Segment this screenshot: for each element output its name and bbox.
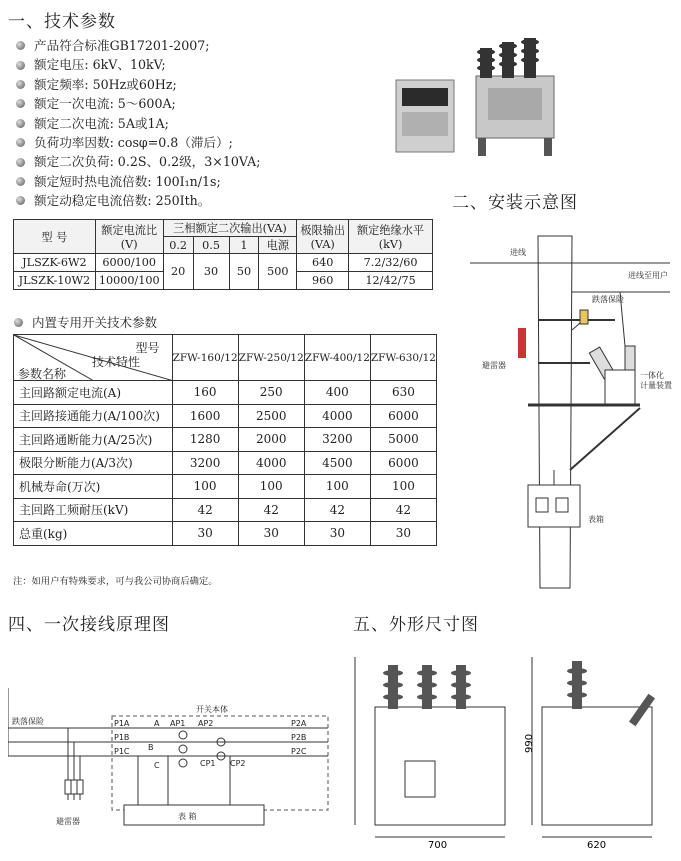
section-title-dimensions: 五、外形尺寸图 (353, 615, 479, 635)
wiring-label-a: A (154, 719, 160, 728)
dim-width-side: 620 (587, 840, 607, 851)
wiring-label-b: B (148, 743, 154, 752)
sub-col: 1 (229, 237, 259, 254)
install-label-to-user: 进线至用户 (628, 271, 668, 280)
table-row: JLSZK-10W2 10000/100 960 12/42/75 (14, 272, 433, 290)
footnote: 注：如用户有特殊要求，可与我公司协商后确定。 (13, 576, 218, 587)
install-label-arrester: 避雷器 (482, 361, 506, 370)
bullet-icon (16, 99, 25, 108)
table-row: 主回路接通能力(A/100次) 1600 2500 4000 6000 (14, 404, 437, 428)
transformer-spec-table (13, 219, 433, 290)
param-item: 额定二次电流: 5A或1A; (16, 114, 260, 133)
wiring-label-arrester: 避雷器 (56, 817, 80, 826)
table-row: 主回路工频耐压(kV) 42 42 42 42 (14, 498, 437, 522)
wiring-label-fuse: 跌落保险 (12, 717, 44, 726)
wiring-label-p1a: P1A (114, 719, 130, 728)
col-limit: 极限输出(VA) (297, 220, 349, 254)
bullet-icon (16, 41, 25, 50)
section-title-tech-params: 一、技术参数 (8, 12, 116, 32)
bullet-icon (14, 318, 23, 327)
bullet-icon (16, 61, 25, 70)
install-label-metering-1: 一体化 (640, 371, 664, 380)
table-row: 主回路额定电流(A) 160 250 400 630 (14, 381, 437, 405)
install-label-incoming: 进线 (510, 248, 526, 257)
install-label-fuse: 跌落保险 (592, 295, 624, 304)
product-photo (392, 28, 562, 158)
sub-col: 0.2 (163, 237, 193, 254)
param-item: 额定二次负荷: 0.2S、0.2级，3×10VA; (16, 152, 260, 171)
col-output: 三相额定二次输出(VA) (163, 220, 297, 237)
col-ratio: 额定电流比(V) (95, 220, 163, 254)
param-item: 负荷功率因数: cosφ=0.8（滞后）; (16, 133, 260, 152)
wiring-label-switch-body: 开关本体 (196, 705, 228, 714)
param-item: 产品符合标准GB17201-2007; (16, 36, 260, 55)
switch-param-title: 内置专用开关技术参数 (14, 313, 157, 331)
wiring-label-meter-box: 表 箱 (178, 812, 197, 821)
wiring-label-p1c: P1C (114, 747, 130, 756)
bullet-icon (16, 119, 25, 128)
param-item: 额定一次电流: 5～600A; (16, 94, 260, 113)
install-label-metering-2: 计量装置 (640, 381, 672, 390)
switch-spec-table: 型号 技术特性 参数名称 ZFW-160/12 ZFW-250/12 ZFW-400/12 ZFW-630/12 主回路额定电流(A) 160 250 400 630 主回路接通能力(A/100次) 1600 2500 4000 6000 主回路通断能力(A/25次) 1280 2000 3200 5000 极限分断能力(A/3次) 3200 4000 4500 6000 机械寿命(万次) 100 100 100 100 主回路工频耐压(kV) 42 42 42 42 总重(kg) 30 30 30 30 (13, 334, 437, 546)
bullet-icon (16, 138, 25, 147)
dim-height: 990 (524, 733, 535, 753)
param-item: 额定频率: 50Hz或60Hz; (16, 75, 260, 94)
col-model: 型 号 (14, 220, 96, 254)
bullet-icon (16, 158, 25, 167)
wiring-label-cp2: CP2 (230, 759, 246, 768)
param-item: 额定电压: 6kV、10kV; (16, 55, 260, 74)
install-label-meter-box: 表箱 (588, 515, 604, 524)
sub-col: 电源 (259, 237, 297, 254)
param-item: 额定短时热电流倍数: 100I₁n/1s; (16, 172, 260, 191)
section-title-install: 二、安装示意图 (452, 193, 578, 213)
bullet-icon (16, 177, 25, 186)
wiring-label-p2b: P2B (291, 733, 307, 742)
table-row: 极限分断能力(A/3次) 3200 4000 4500 6000 (14, 451, 437, 475)
wiring-label-p2c: P2C (291, 747, 307, 756)
bullet-icon (16, 80, 25, 89)
col-insulation: 额定绝缘水平(kV) (349, 220, 433, 254)
wiring-label-ap1: AP1 (170, 719, 186, 728)
sub-col: 0.5 (193, 237, 229, 254)
table-row: 总重(kg) 30 30 30 30 (14, 522, 437, 546)
bullet-icon (16, 196, 25, 205)
parameter-list (16, 36, 260, 211)
install-diagram (470, 230, 675, 590)
table-row: 主回路通断能力(A/25次) 1280 2000 3200 5000 (14, 428, 437, 452)
wiring-label-ap2: AP2 (198, 719, 214, 728)
table-row: JLSZK-6W2 6000/100 20 30 50 500 640 7.2/32/60 (14, 254, 433, 272)
dim-width-front: 700 (428, 840, 448, 851)
section-title-wiring: 四、一次接线原理图 (8, 615, 170, 635)
param-item: 额定动稳定电流倍数: 250Ith。 (16, 191, 260, 210)
wiring-label-p2a: P2A (291, 719, 307, 728)
wiring-label-c: C (154, 761, 160, 770)
wiring-diagram (8, 680, 338, 840)
dimension-drawing (350, 645, 670, 855)
wiring-label-p1b: P1B (114, 733, 130, 742)
corner-header: 型号 技术特性 参数名称 (14, 335, 173, 381)
table-row: 机械寿命(万次) 100 100 100 100 (14, 475, 437, 499)
wiring-label-cp1: CP1 (200, 759, 216, 768)
